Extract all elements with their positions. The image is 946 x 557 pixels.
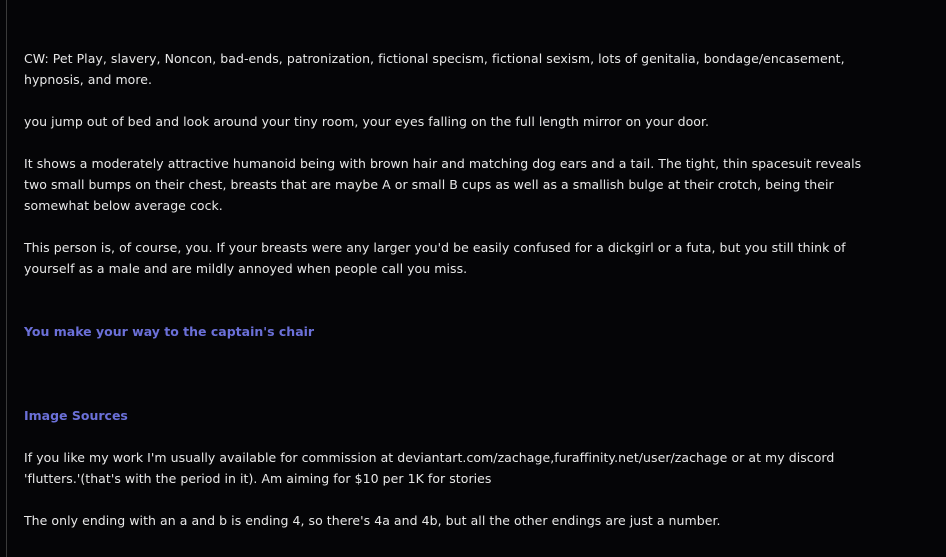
story-passage bbox=[24, 48, 884, 531]
captain-chair-link[interactable]: You make your way to the captain's chair bbox=[24, 324, 315, 339]
wake-up-paragraph: you jump out of bed and look around your tiny room, your eyes falling on the full length mirror on your door. bbox=[24, 114, 710, 129]
image-sources-link[interactable]: Image Sources bbox=[24, 408, 128, 423]
commission-info-paragraph: If you like my work I'm usually available for commission at deviantart.com/zachage,furaffinity.net/user/zachage or at my discord 'flutters.'(that's with the period in it). Am aiming for $10 per 1K for stories bbox=[24, 450, 835, 486]
self-description-paragraph: This person is, of course, you. If your breasts were any larger you'd be easily confused for a dickgirl or a futa, but you still think of yourself as a male and are mildly annoyed when people call you miss. bbox=[24, 240, 846, 276]
left-divider bbox=[6, 0, 7, 557]
mirror-description-paragraph: It shows a moderately attractive humanoid being with brown hair and matching dog ears and a tail. The tight, thin spacesuit reveals two small bumps on their chest, breasts that are maybe A or small B cups as well as a smallish bulge at their crotch, being their somewhat below average cock. bbox=[24, 156, 862, 213]
content-warning-text: CW: Pet Play, slavery, Noncon, bad-ends, patronization, fictional specism, fictional sexism, lots of genitalia, bondage/encasement, hypnosis, and more. bbox=[24, 51, 845, 87]
endings-note-paragraph: The only ending with an a and b is ending 4, so there's 4a and 4b, but all the other endings are just a number. bbox=[24, 513, 721, 528]
